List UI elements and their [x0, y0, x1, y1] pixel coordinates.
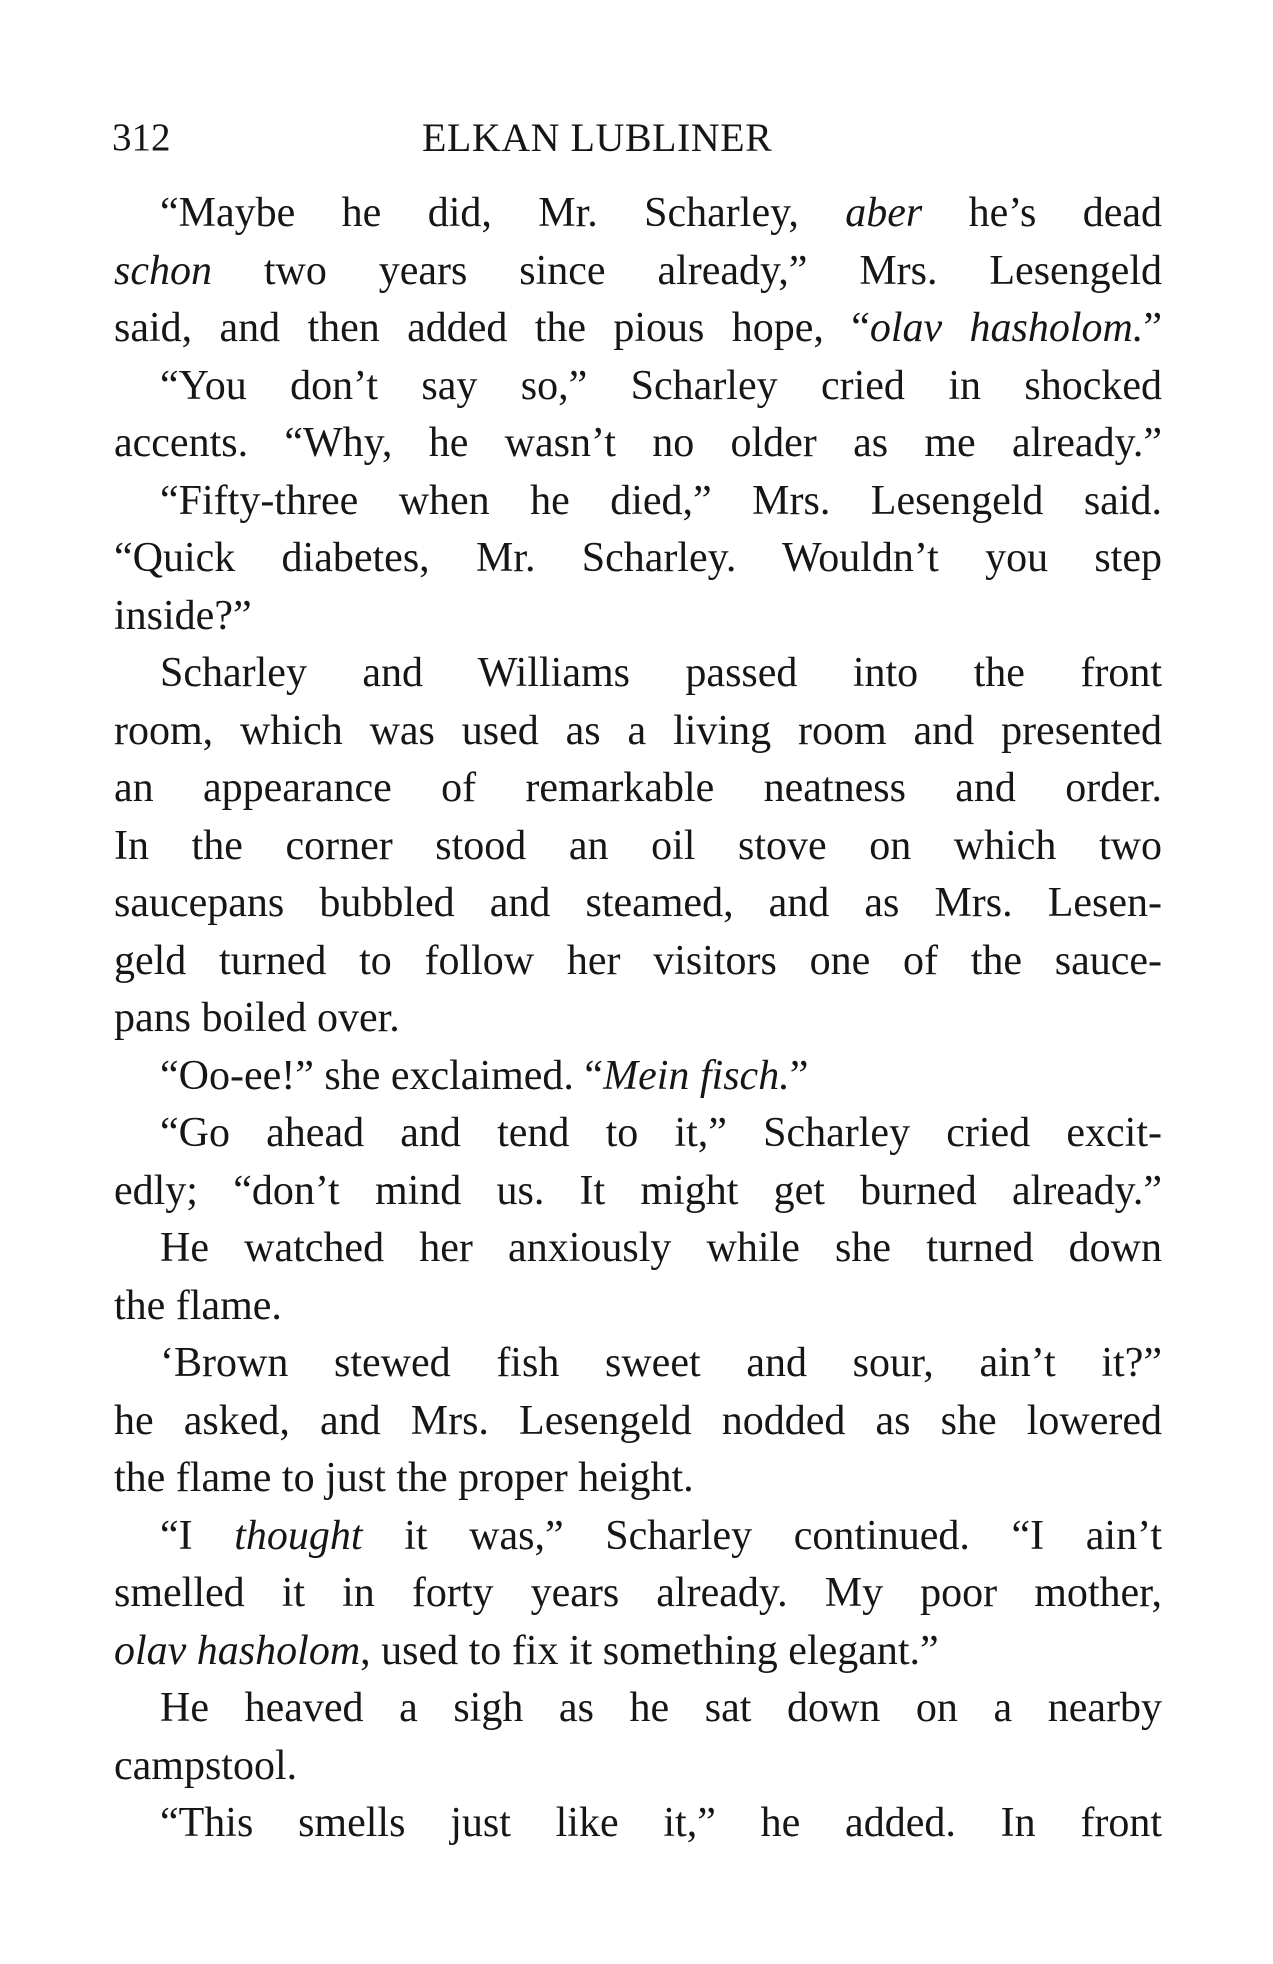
text-line: room, which was used as a living room and presented — [114, 707, 1162, 754]
text-line: the flame. — [114, 1282, 282, 1329]
text-line: “This smells just like it,” he added. In front — [160, 1800, 1162, 1846]
text-line: He heaved a sigh as he sat down on a nearby — [160, 1685, 1162, 1731]
text-line: Scharley and Williams passed into the front — [160, 650, 1162, 696]
text-line: schon two years since already,” Mrs. Lesengeld — [114, 247, 1162, 294]
text-line: campstool. — [114, 1742, 298, 1789]
text-line: said, and then added the pious hope, “olav hasholom.” — [114, 305, 1163, 351]
text-line: pans boiled over. — [114, 995, 400, 1041]
text-line: In the corner stood an oil stove on which two — [114, 822, 1162, 869]
text-line: “Quick diabetes, Mr. Scharley. Wouldn’t you step — [114, 535, 1162, 581]
running-head — [112, 106, 1162, 170]
book-title: ELKAN LUBLINER — [422, 115, 773, 160]
text-line: “Maybe he did, Mr. Scharley, aber he’s dead — [160, 190, 1162, 236]
text-line: edly; “don’t mind us. It might get burned already.” — [114, 1167, 1162, 1214]
text-line: “You don’t say so,” Scharley cried in shocked — [160, 362, 1162, 409]
text-line: olav hasholom, used to fix it something elegant.” — [114, 1627, 939, 1674]
text-line: an appearance of remarkable neatness and order. — [114, 765, 1162, 811]
text-line: accents. “Why, he wasn’t no older as me already.” — [114, 420, 1162, 466]
text-line: inside?” — [114, 592, 252, 639]
text-line: smelled it in forty years already. My poor mother, — [114, 1570, 1162, 1616]
text-line: geld turned to follow her visitors one of the sauce- — [114, 937, 1162, 984]
page-number: 312 — [112, 116, 171, 159]
text-line: “Fifty-three when he died,” Mrs. Lesengeld said. — [160, 477, 1162, 524]
text-line: “I thought it was,” Scharley continued. “I ain’t — [160, 1512, 1162, 1559]
text-line: “Go ahead and tend to it,” Scharley cried excit- — [160, 1110, 1162, 1156]
text-line: saucepans bubbled and steamed, and as Mrs. Lesen- — [114, 880, 1162, 926]
text-line: “Oo-ee!” she exclaimed. “Mein fisch.” — [160, 1052, 809, 1099]
body-text — [114, 185, 1162, 1853]
text-line: ‘Brown stewed fish sweet and sour, ain’t it?” — [160, 1340, 1162, 1386]
text-line: He watched her anxiously while she turned down — [160, 1225, 1162, 1271]
text-line: he asked, and Mrs. Lesengeld nodded as she lowered — [114, 1397, 1162, 1444]
text-line: the flame to just the proper height. — [114, 1455, 694, 1501]
